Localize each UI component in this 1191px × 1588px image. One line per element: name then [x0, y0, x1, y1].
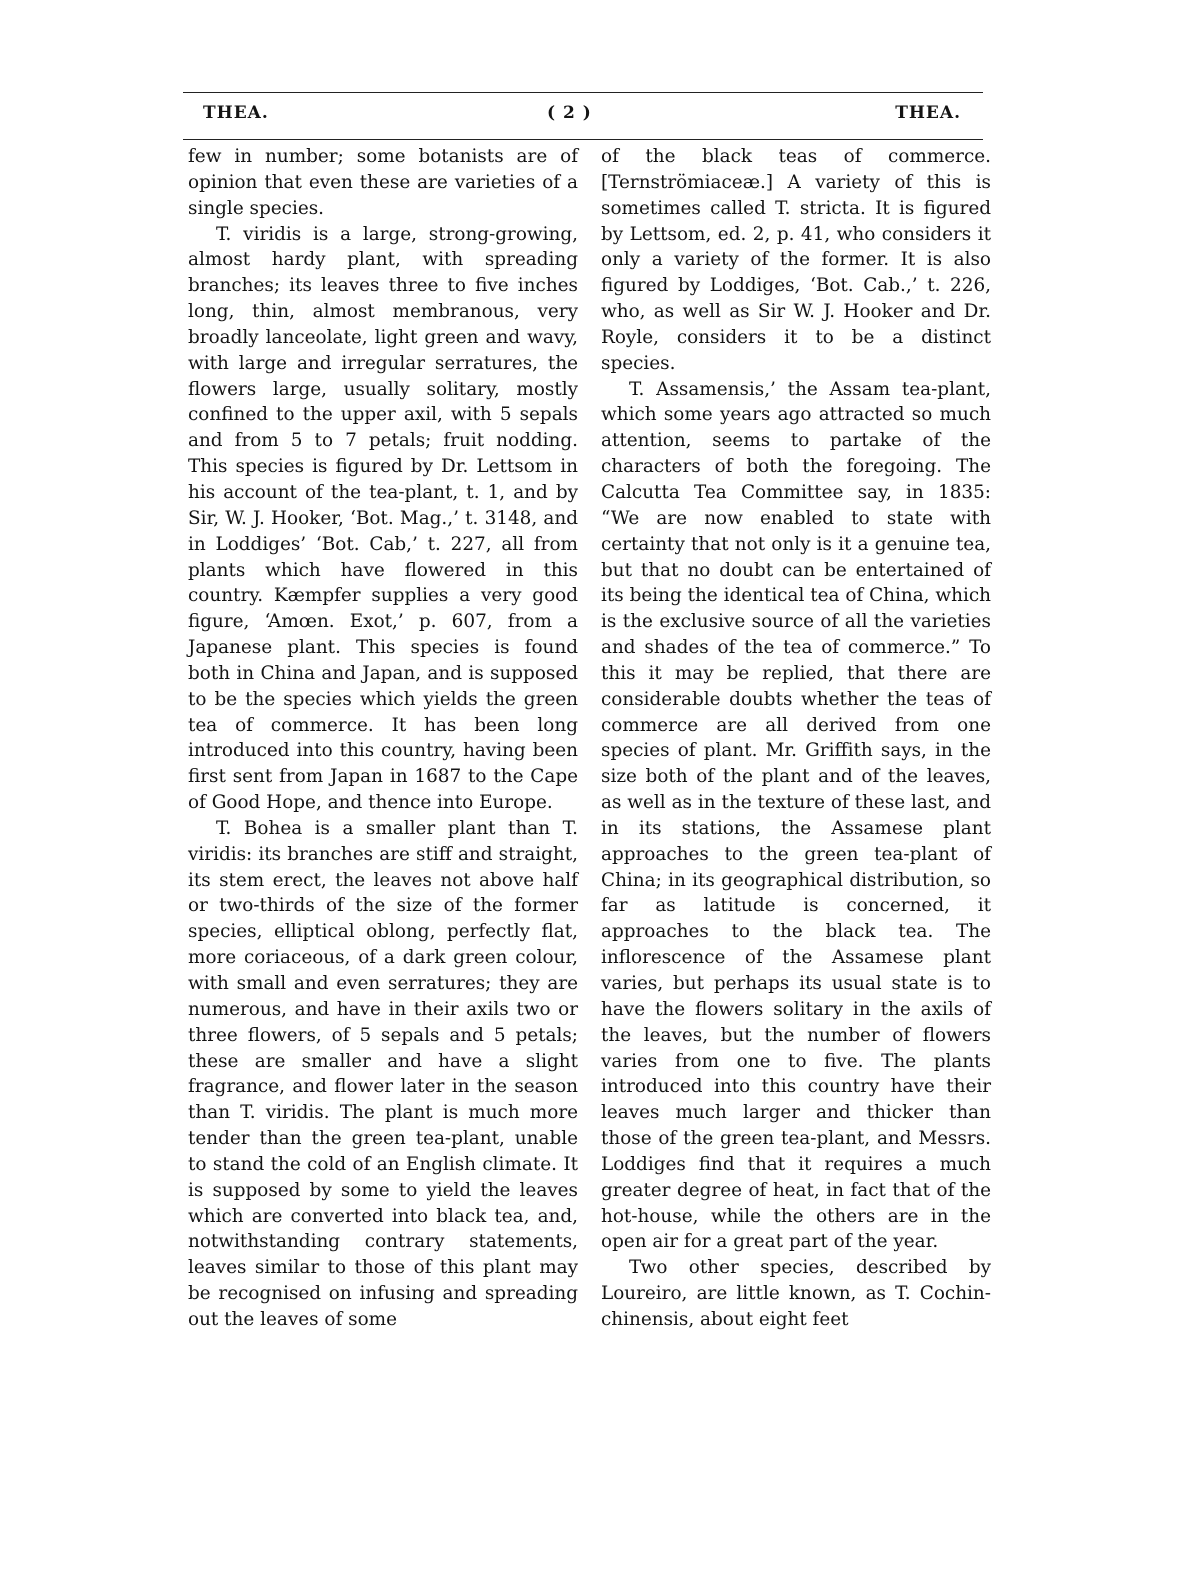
paragraph-thea-viridis: T. viridis is a large, strong-growing, almost hardy plant, with spreading branches; its leaves three to five inches long, thin, almost membranous, very broadly lanceolate, light green and wavy, with large and irregular serratures, the flowers large, usually solitary, mostly confined to the upper axil, with 5 sepals and from 5 to 7 petals; fruit nodding. This species is figured by Dr. Lettsom in his account of the tea-plant, t. 1, and by Sir, W. J. Hooker, ‘Bot. Mag.,’ t. 3148, and in Loddiges’ ‘Bot. Cab,’ t. 227, all from plants which have flowered in this country. Kæmpfer supplies a very good figure, ‘Amœn. Exot,’ p. 607, from a Japanese plant. This species is found both in China and Japan, and is supposed to be the species which yields the green tea of commerce. It has been long introduced into this country, having been first sent from Japan in 1687 to the Cape of Good Hope, and thence into Europe. [188, 223, 578, 814]
paragraph-thea-bohea: T. Bohea is a smaller plant than T. viridis: its branches are stiff and straight, its stem erect, the leaves not above half or two-thirds of the size of the former species, elliptical oblong, perfectly flat, more coriaceous, of a dark green colour, with small and even serratures; they are numerous, and have in their axils two or three flowers, of 5 sepals and 5 petals; these are smaller and have a slight fragrance, and flower later in the season than T. viridis. The plant is much more tender than the green tea-plant, unable to stand the cold of an English climate. It is supposed by some to yield the leaves which are converted into black tea, and, notwithstanding contrary statements, leaves similar to those of this plant may be recognised on infusing and spreading out the leaves of some [188, 817, 578, 1330]
running-header [183, 92, 983, 140]
right-column [601, 144, 991, 1333]
paragraph: of the black teas of commerce. [Ternströmiaceæ.] A variety of this is sometimes called T. stricta. It is figured by Lettsom, ed. 2, p. 41, who considers it only a variety of the former. It is also figured by Loddiges, ‘Bot. Cab.,’ t. 226, who, as well as Sir W. J. Hooker and Dr. Royle, considers it to be a distinct species. [601, 146, 991, 374]
paragraph: few in number; some botanists are of opinion that even these are varieties of a single species. [188, 146, 578, 219]
paragraph-thea-assamensis: T. Assamensis,’ the Assam tea-plant, which some years ago attracted so much attention, seems to partake of the characters of both the foregoing. The Calcutta Tea Committee say, in 1835: “We are now enabled to state with certainty that not only is it a genuine tea, but that no doubt can be entertained of its being the identical tea of China, which is the exclusive source of all the varieties and shades of the tea of commerce.” To this it may be replied, that there are considerable doubts whether the teas of commerce are all derived from one species of plant. Mr. Griffith says, in the size both of the plant and of the leaves, as well as in the texture of these last, and in its stations, the Assamese plant approaches to the green tea-plant of China; in its geographical distribution, so far as latitude is concerned, it approaches to the black tea. The inflorescence of the Assamese plant varies, but perhaps its usual state is to have the flowers solitary in the axils of the leaves, but the number of flowers varies from one to five. The plants introduced into this country have their leaves much larger and thicker than those of the green tea-plant, and Messrs. Loddiges find that it requires a much greater degree of heat, in fact that of the hot-house, while the others are in the open air for a great part of the year. [601, 378, 991, 1253]
header-left-title: THEA. [203, 103, 269, 123]
left-column [188, 144, 578, 1333]
header-right-title: THEA. [895, 103, 961, 123]
paragraph-other-species: Two other species, described by Loureiro, are little known, as T. Cochin-chinensis, about eight feet [601, 1257, 991, 1330]
page-number: ( 2 ) [547, 103, 592, 123]
